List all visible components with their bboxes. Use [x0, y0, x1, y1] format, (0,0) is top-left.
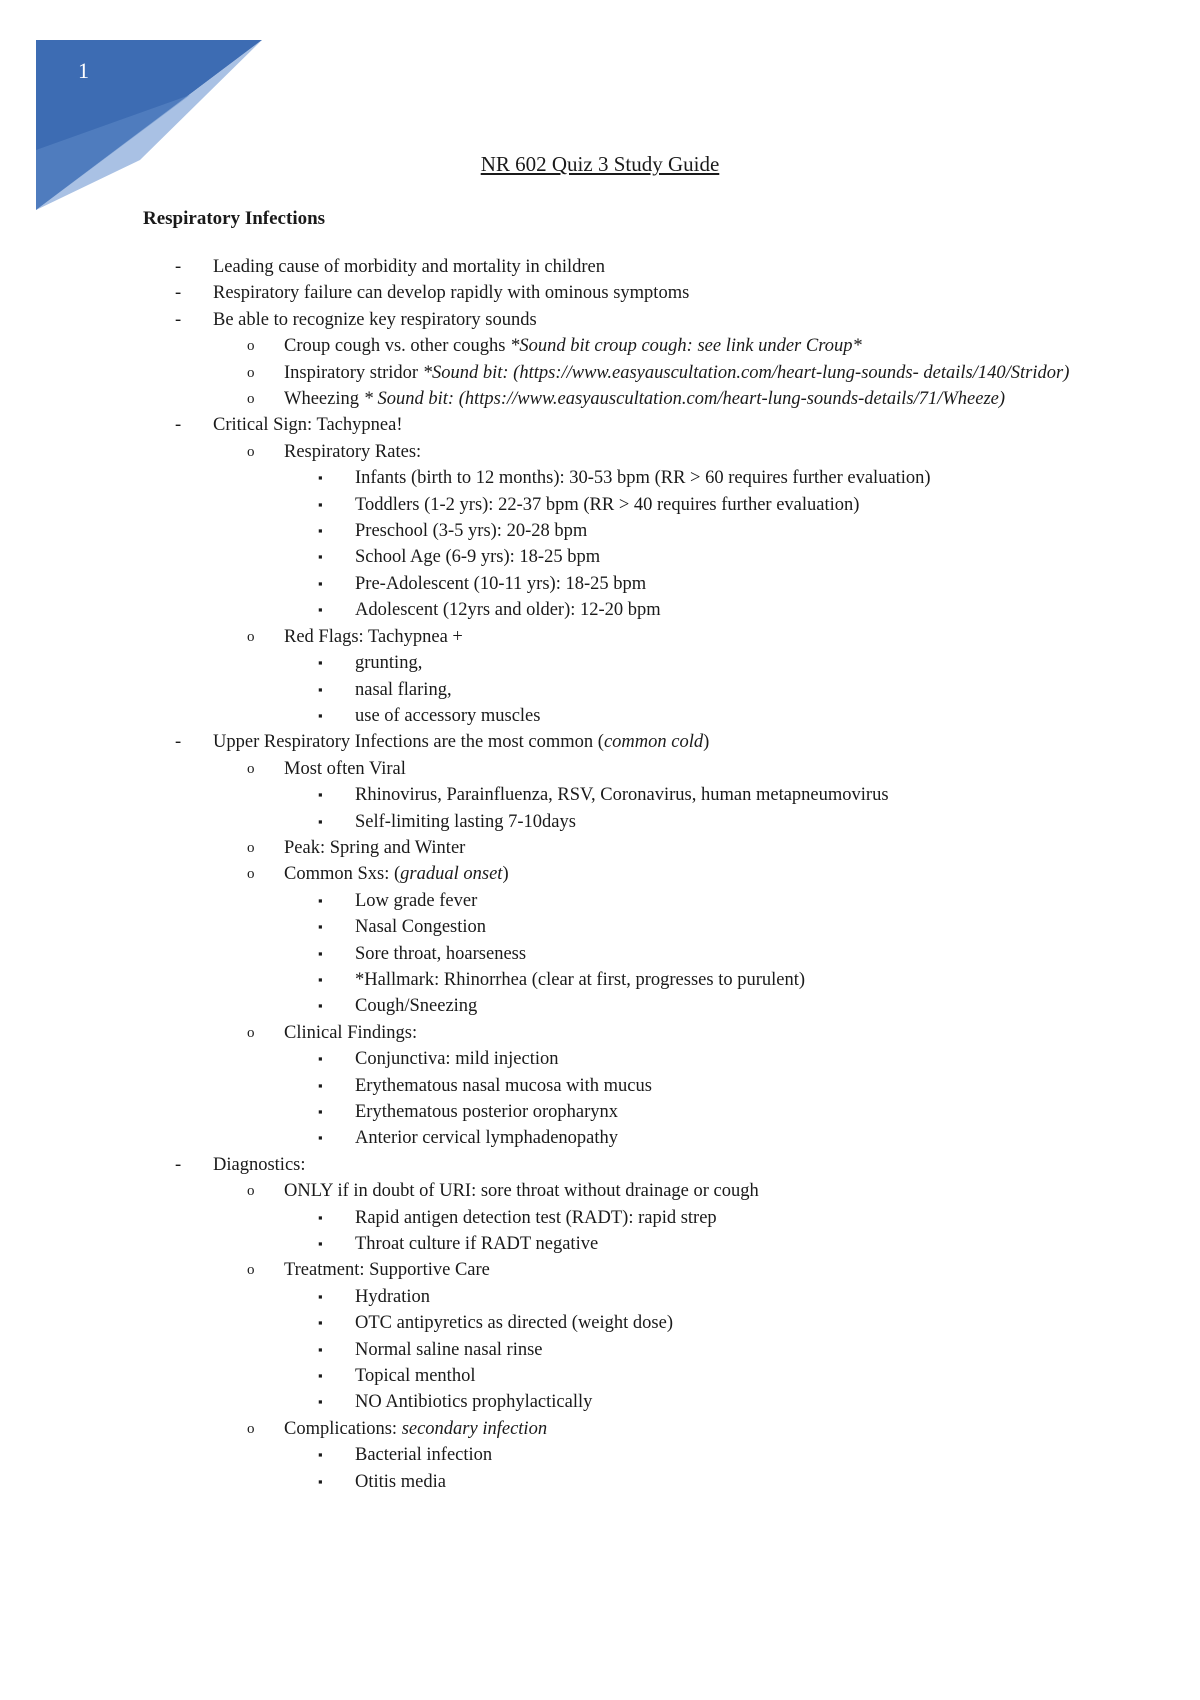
- item-text: Peak: Spring and Winter: [284, 837, 466, 858]
- bullet-marker: -: [175, 1154, 182, 1175]
- outline-level-2: [213, 439, 1200, 729]
- item-text-after: ): [703, 732, 710, 753]
- bullet-marker: -: [175, 732, 182, 753]
- outline-item-level-3: [0, 703, 1200, 729]
- outline-item-level-3: [0, 993, 1200, 1019]
- bullet-marker: ▪: [318, 655, 323, 671]
- item-text: Common Sxs: (: [284, 864, 401, 885]
- bullet-marker: o: [247, 1024, 255, 1041]
- item-text: Infants (birth to 12 months): 30-53 bpm (RR > 60 requires further evaluation): [355, 468, 931, 489]
- bullet-marker: ▪: [318, 1130, 323, 1146]
- outline-level-2: [213, 1178, 1200, 1495]
- item-text: Adolescent (12yrs and older): 12-20 bpm: [355, 600, 661, 621]
- bullet-marker: ▪: [318, 549, 323, 565]
- item-text: Sore throat, hoarseness: [355, 943, 527, 964]
- bullet-marker: ▪: [318, 1341, 323, 1357]
- bullet-marker: ▪: [318, 1394, 323, 1410]
- outline-item-level-3: [0, 1125, 1200, 1151]
- bullet-marker: ▪: [318, 1077, 323, 1093]
- outline-item-level-3: [0, 1284, 1200, 1310]
- item-text: Self-limiting lasting 7-10days: [355, 811, 576, 832]
- bullet-marker: ▪: [318, 998, 323, 1014]
- bullet-marker: ▪: [318, 707, 323, 723]
- outline-item-level-3: [0, 1046, 1200, 1072]
- item-text: Preschool (3-5 yrs): 20-28 bpm: [355, 521, 588, 542]
- outline-item-level-2: [0, 835, 1200, 861]
- outline-item-level-3: [0, 1310, 1200, 1336]
- bullet-marker: ▪: [318, 919, 323, 935]
- item-text-after: ): [502, 864, 509, 885]
- item-text: School Age (6-9 yrs): 18-25 bpm: [355, 547, 601, 568]
- outline-item-level-3: [0, 544, 1200, 570]
- item-text: Rhinovirus, Parainfluenza, RSV, Coronavirus, human metapneumovirus: [355, 785, 889, 806]
- item-text: Wheezing: [284, 389, 364, 410]
- outline-level-3: [284, 1205, 1200, 1258]
- item-text: Be able to recognize key respiratory sounds: [213, 309, 537, 330]
- outline-item-level-3: [0, 782, 1200, 808]
- bullet-marker: ▪: [318, 1473, 323, 1489]
- outline-level-3: [284, 465, 1200, 623]
- bullet-marker: ▪: [318, 1447, 323, 1463]
- outline-item-level-1: [0, 254, 1200, 280]
- outline-item-level-3: [0, 941, 1200, 967]
- bullet-marker: ▪: [318, 523, 323, 539]
- item-text: Erythematous nasal mucosa with mucus: [355, 1075, 652, 1096]
- outline-item-level-3: [0, 1099, 1200, 1125]
- bullet-marker: ▪: [318, 470, 323, 486]
- bullet-marker: ▪: [318, 496, 323, 512]
- item-text: Normal saline nasal rinse: [355, 1339, 543, 1360]
- item-text: Treatment: Supportive Care: [284, 1260, 490, 1281]
- item-text: Pre-Adolescent (10-11 yrs): 18-25 bpm: [355, 573, 647, 594]
- outline-level-2: [213, 333, 1200, 412]
- outline-item-level-2: [0, 756, 1200, 835]
- item-note: common cold: [603, 732, 704, 753]
- item-note: *Sound bit: (https://www.easyauscultation.com/heart-lung-sounds- details/140/Stridor): [422, 362, 1070, 383]
- outline-level-3: [284, 782, 1200, 835]
- outline-item-level-3: [0, 1363, 1200, 1389]
- item-text: Hydration: [355, 1286, 431, 1307]
- bullet-marker: o: [247, 443, 255, 460]
- item-note: * Sound bit: (https://www.easyauscultation.com/heart-lung-sounds-details/71/Wheeze): [363, 389, 1006, 410]
- document-title: NR 602 Quiz 3 Study Guide: [480, 152, 720, 176]
- outline-item-level-3: [0, 650, 1200, 676]
- section-heading: Respiratory Infections: [143, 208, 326, 229]
- bullet-marker: o: [247, 391, 255, 408]
- item-text: *Hallmark: Rhinorrhea (clear at first, progresses to purulent): [355, 969, 806, 990]
- outline-item-level-2: [0, 439, 1200, 624]
- item-text: Nasal Congestion: [355, 917, 487, 938]
- page-corner-decoration: [0, 0, 300, 230]
- outline-item-level-3: [0, 809, 1200, 835]
- outline-level-3: [284, 1046, 1200, 1152]
- bullet-marker: ▪: [318, 575, 323, 591]
- item-text: Respiratory failure can develop rapidly with ominous symptoms: [213, 283, 690, 304]
- bullet-marker: o: [247, 760, 255, 777]
- bullet-marker: ▪: [318, 1104, 323, 1119]
- bullet-marker: ▪: [318, 971, 323, 987]
- bullet-marker: o: [247, 364, 255, 381]
- outline-item-level-2: [0, 1416, 1200, 1495]
- item-text: Toddlers (1-2 yrs): 22-37 bpm (RR > 40 requires further evaluation): [355, 494, 860, 515]
- outline-item-level-3: [0, 914, 1200, 940]
- item-text: Diagnostics:: [213, 1154, 306, 1175]
- outline-item-level-2: [0, 1178, 1200, 1257]
- bullet-marker: -: [175, 309, 182, 330]
- outline-item-level-3: [0, 1231, 1200, 1257]
- outline-item-level-1: [0, 412, 1200, 729]
- outline-item-level-3: [0, 1469, 1200, 1495]
- bullet-marker: ▪: [318, 1051, 323, 1067]
- outline-item-level-2: [0, 1257, 1200, 1415]
- bullet-marker: ▪: [318, 602, 323, 618]
- bullet-marker: o: [247, 1420, 255, 1437]
- item-text: Critical Sign: Tachypnea!: [213, 415, 403, 436]
- item-text: Cough/Sneezing: [355, 996, 478, 1017]
- bullet-marker: ▪: [318, 787, 323, 803]
- item-text: Topical menthol: [355, 1366, 476, 1387]
- item-note: secondary infection: [401, 1418, 548, 1439]
- bullet-marker: o: [247, 628, 255, 645]
- outline-item-level-2: [0, 1020, 1200, 1152]
- item-text: Complications:: [284, 1418, 402, 1439]
- outline-item-level-2: [0, 333, 1200, 359]
- bullet-marker: ▪: [318, 681, 323, 697]
- bullet-marker: o: [247, 839, 255, 856]
- outline-level-2: [213, 756, 1200, 1152]
- outline-item-level-3: [0, 1073, 1200, 1099]
- bullet-marker: -: [175, 283, 182, 304]
- bullet-marker: ▪: [318, 813, 323, 829]
- bullet-marker: o: [247, 1262, 255, 1279]
- outline-item-level-3: [0, 492, 1200, 518]
- item-text: Most often Viral: [284, 758, 406, 779]
- outline-item-level-2: [0, 386, 1200, 412]
- outline-item-level-1: [0, 280, 1200, 306]
- item-text: OTC antipyretics as directed (weight dose): [355, 1313, 673, 1334]
- outline-level-3: [284, 650, 1200, 729]
- item-text: Clinical Findings:: [284, 1022, 418, 1043]
- outline-item-level-3: [0, 967, 1200, 993]
- bullet-marker: ▪: [318, 945, 323, 961]
- outline-item-level-3: [0, 1389, 1200, 1415]
- bullet-marker: -: [175, 415, 182, 436]
- outline-level-3: [284, 888, 1200, 1020]
- outline-item-level-1: [0, 1152, 1200, 1495]
- item-text: Respiratory Rates:: [284, 441, 422, 462]
- item-text: Conjunctiva: mild injection: [355, 1049, 559, 1070]
- bullet-marker: ▪: [318, 1209, 323, 1225]
- item-text: Low grade fever: [355, 890, 478, 911]
- outline-item-level-3: [0, 571, 1200, 597]
- bullet-marker: o: [247, 1183, 255, 1200]
- item-text: ONLY if in doubt of URI: sore throat without drainage or cough: [284, 1181, 759, 1202]
- item-text: Upper Respiratory Infections are the most common (: [213, 732, 604, 753]
- outline: [0, 254, 1200, 1495]
- outline-item-level-1: [0, 307, 1200, 413]
- item-note: gradual onset: [400, 864, 503, 885]
- outline-item-level-3: [0, 1442, 1200, 1468]
- outline-level-3: [284, 1284, 1200, 1416]
- bullet-marker: ▪: [318, 1288, 323, 1304]
- outline-item-level-1: [0, 729, 1200, 1152]
- item-text: Anterior cervical lymphadenopathy: [355, 1128, 619, 1149]
- item-text: grunting,: [355, 653, 423, 674]
- outline-level-3: [284, 1442, 1200, 1495]
- outline-level-1: [0, 254, 1200, 1495]
- outline-item-level-3: [0, 1337, 1200, 1363]
- outline-item-level-3: [0, 888, 1200, 914]
- bullet-marker: ▪: [318, 1315, 323, 1331]
- item-text: nasal flaring,: [355, 679, 452, 700]
- outline-item-level-3: [0, 597, 1200, 623]
- item-note: *Sound bit croup cough: see link under Croup*: [510, 336, 862, 357]
- item-text: use of accessory muscles: [355, 705, 541, 726]
- item-text: Rapid antigen detection test (RADT): rapid strep: [355, 1207, 717, 1228]
- item-text: Erythematous posterior oropharynx: [355, 1102, 619, 1122]
- outline-item-level-3: [0, 518, 1200, 544]
- item-text: Red Flags: Tachypnea +: [284, 626, 463, 647]
- item-text: Croup cough vs. other coughs: [284, 336, 511, 357]
- item-text: Leading cause of morbidity and mortality in children: [213, 257, 605, 277]
- bullet-marker: ▪: [318, 892, 323, 908]
- outline-item-level-3: [0, 677, 1200, 703]
- bullet-marker: o: [247, 866, 255, 883]
- outline-item-level-3: [0, 465, 1200, 491]
- bullet-marker: ▪: [318, 1236, 323, 1252]
- item-text: NO Antibiotics prophylactically: [355, 1392, 593, 1413]
- outline-item-level-2: [0, 861, 1200, 1019]
- outline-item-level-3: [0, 1205, 1200, 1231]
- item-text: Bacterial infection: [355, 1445, 493, 1466]
- outline-item-level-2: [0, 360, 1200, 386]
- bullet-marker: o: [247, 338, 255, 355]
- outline-item-level-2: [0, 624, 1200, 730]
- item-text: Throat culture if RADT negative: [355, 1234, 599, 1255]
- item-text: Inspiratory stridor: [284, 362, 423, 383]
- item-text: Otitis media: [355, 1471, 446, 1492]
- bullet-marker: -: [175, 257, 182, 277]
- page-number: 1: [78, 58, 89, 83]
- bullet-marker: ▪: [318, 1368, 323, 1384]
